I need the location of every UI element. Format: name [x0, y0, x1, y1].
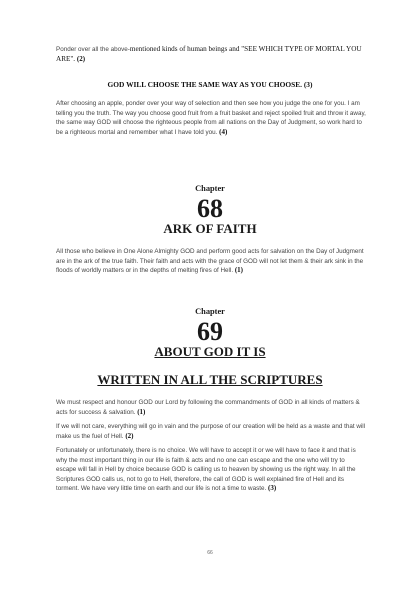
paragraph-fortunately [56, 446, 366, 494]
paragraph-fortunately-text: Fortunately or unfortunately, there is no choice. We will have to accept it or we will have to face it and that is why the most important thing in our life is faith & acts and no one can escape and the one who will try to escape will fall in Hell by choice because GOD is calling us to heaven by showing us the right way. In all the Scriptures GOD calls us, not to go to Hell, therefore, the call of GOD is well explained fire of Hell and its torment. We have very little time on earth and our life is not a time to waste. [56, 447, 356, 493]
paragraph-apple [56, 99, 366, 137]
chapter-69-number: 69 [197, 317, 223, 346]
intro-paragraph [56, 45, 366, 64]
paragraph-apple-ref: (4) [219, 127, 228, 136]
paragraph-respect-ref: (1) [137, 407, 146, 416]
chapter-69-label: Chapter [195, 307, 225, 316]
paragraph-care [56, 422, 366, 441]
paragraph-respect-text: We must respect and honour GOD our Lord by following the commandments of GOD in all kinds of matters & acts for success & salvation. [56, 399, 360, 416]
page-number: 66 [207, 550, 213, 556]
chapter-68-title: ARK OF FAITH [163, 221, 257, 236]
paragraph-ark-text: All those who believe in One Alone Almighty GOD and perform good acts for salvation on the Day of Judgment are in the ark of the true faith. Their faith and acts with the grace of GOD will not let them & their ark sink in the floods of worldly matters or in the depths of melting fires of Hell. [56, 248, 364, 275]
paragraph-ark-ref: (1) [234, 266, 244, 275]
paragraph-apple-text: After choosing an apple, ponder over your way of selection and then see how you judge the one for you. I am telling you the truth. The way you choose good fruit from a fruit basket and reject spoiled fruit and throw it away, the same way GOD will choose the righteous people from all nations on the Day of Judgment, so work hard to be a righteous mortal and remember what I have told you. [56, 100, 366, 136]
intro-rest: mentioned kinds of human beings and "SEE WHICH TYPE OF MORTAL YOU ARE". [56, 45, 362, 63]
paragraph-fortunately-ref: (3) [267, 484, 277, 493]
paragraph-ark [56, 247, 366, 276]
intro-ref: (2) [76, 54, 86, 63]
paragraph-care-ref: (2) [125, 431, 134, 440]
heading-choose: GOD WILL CHOOSE THE SAME WAY AS YOU CHOOSE. (3) [107, 80, 313, 89]
chapter-69-title-line1: ABOUT GOD IT IS [154, 344, 266, 359]
chapter-68-label: Chapter [195, 184, 225, 193]
paragraph-care-text: If we will not care, everything will go in vain and the purpose of our creation will be held as a waste and that will make us the fuel of Hell. [56, 423, 366, 440]
chapter-68-number: 68 [197, 194, 223, 223]
intro-lead: Ponder over all the above- [56, 46, 130, 53]
chapter-69-title-line2: WRITTEN IN ALL THE SCRIPTURES [97, 372, 323, 387]
paragraph-respect [56, 398, 366, 417]
